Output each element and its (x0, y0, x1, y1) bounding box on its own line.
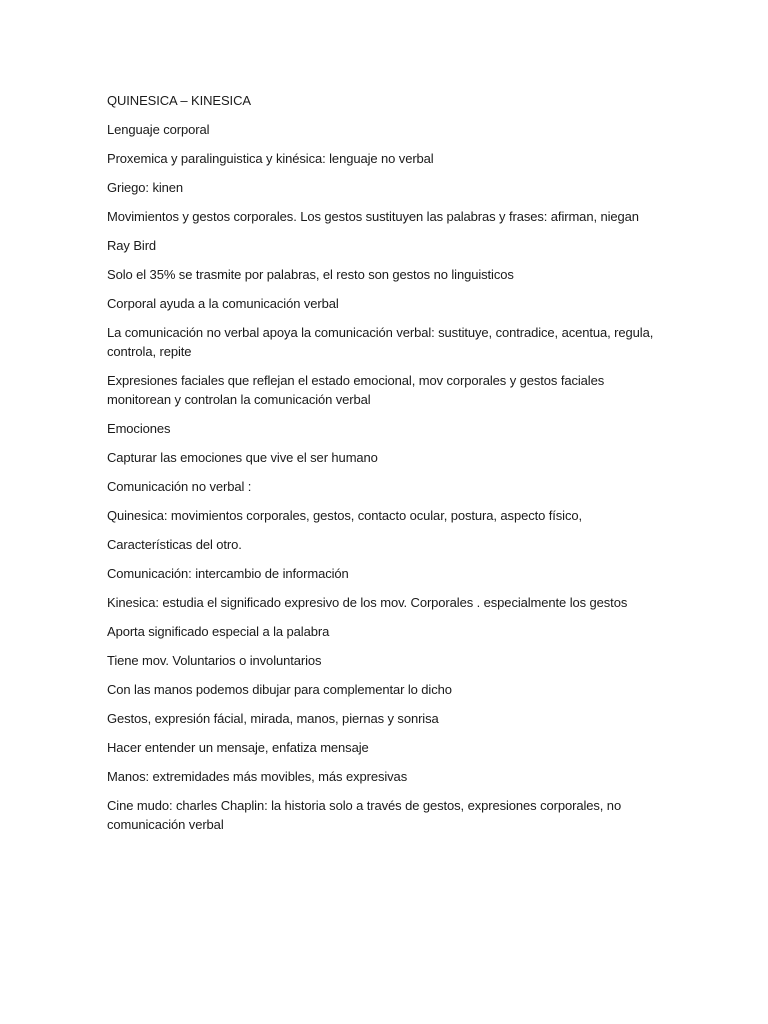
paragraph: Lenguaje corporal (107, 122, 210, 137)
paragraph: La comunicación no verbal apoya la comunicación verbal: sustituye, contradice, acentua, regula, controla, repite (107, 325, 654, 359)
paragraph: Aporta significado especial a la palabra (107, 624, 330, 639)
paragraph: Comunicación: intercambio de información (107, 566, 349, 581)
paragraph: Hacer entender un mensaje, enfatiza mensaje (107, 740, 369, 755)
paragraph: Griego: kinen (107, 180, 184, 195)
paragraph: Capturar las emociones que vive el ser humano (107, 450, 378, 465)
paragraph: Manos: extremidades más movibles, más expresivas (107, 769, 408, 784)
paragraph: Gestos, expresión fácial, mirada, manos, piernas y sonrisa (107, 711, 439, 726)
document-title: QUINESICA – KINESICA (107, 93, 251, 108)
paragraph: Tiene mov. Voluntarios o involuntarios (107, 653, 322, 668)
paragraph: Emociones (107, 421, 171, 436)
paragraph: Comunicación no verbal : (107, 479, 252, 494)
paragraph: Corporal ayuda a la comunicación verbal (107, 296, 339, 311)
paragraph: Expresiones faciales que reflejan el estado emocional, mov corporales y gestos faciales monitorean y controlan la comunicación verbal (107, 373, 605, 407)
paragraph: Ray Bird (107, 238, 157, 253)
paragraph: Kinesica: estudia el significado expresivo de los mov. Corporales . especialmente los gestos (107, 595, 628, 610)
paragraph: Movimientos y gestos corporales. Los gestos sustituyen las palabras y frases: afirman, niegan (107, 209, 639, 224)
paragraph: Proxemica y paralinguistica y kinésica: lenguaje no verbal (107, 151, 434, 166)
paragraph: Características del otro. (107, 537, 242, 552)
paragraph: Quinesica: movimientos corporales, gestos, contacto ocular, postura, aspecto físico, (107, 508, 583, 523)
paragraph: Cine mudo: charles Chaplin: la historia solo a través de gestos, expresiones corporales, no comunicación verbal (107, 798, 622, 832)
paragraph: Solo el 35% se trasmite por palabras, el resto son gestos no linguisticos (107, 267, 514, 282)
paragraph: Con las manos podemos dibujar para complementar lo dicho (107, 682, 452, 697)
document-body (107, 91, 667, 844)
